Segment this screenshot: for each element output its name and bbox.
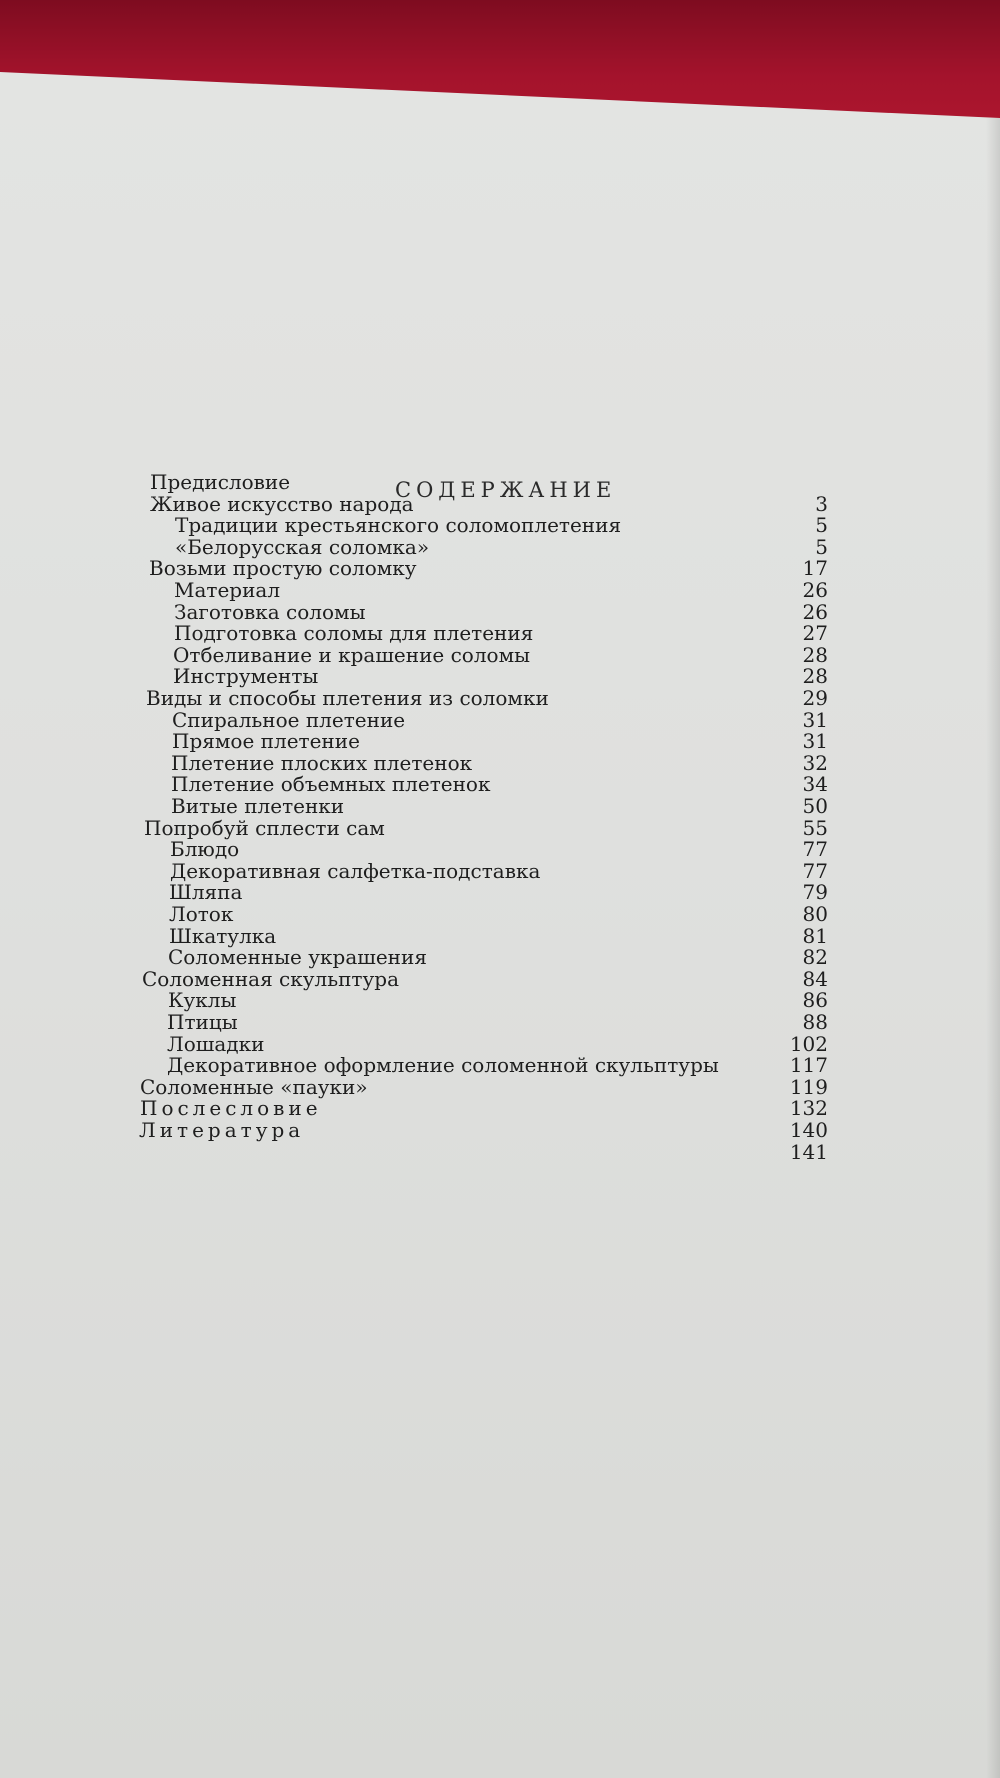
toc-page-number: 82 [802, 945, 828, 970]
toc-row [139, 1118, 828, 1142]
toc-title: Соломенные украшения [168, 945, 427, 970]
toc-title: Послесловие [140, 1096, 322, 1121]
toc-row [168, 945, 828, 969]
toc-title: Виды и способы плетения из соломки [146, 686, 549, 710]
toc-row [170, 859, 828, 883]
toc-page-number: 77 [802, 837, 828, 862]
toc-title: Литература [139, 1118, 305, 1142]
toc-title: Декоративная салфетка-подставка [170, 858, 541, 883]
toc-row [174, 578, 828, 602]
toc-row [171, 794, 828, 818]
toc-title: Птицы [167, 1010, 238, 1034]
toc-row [150, 492, 828, 516]
toc-page-number: 5 [815, 513, 828, 538]
toc-title: Традиции крестьянского соломоплетения [175, 513, 622, 538]
toc-page-number: 31 [802, 707, 828, 732]
toc-page-number: 50 [802, 794, 828, 818]
toc-title: Блюдо [170, 837, 240, 862]
toc-title: «Белорусская соломка» [175, 534, 430, 559]
toc-title: Лоток [169, 902, 234, 926]
toc-page-number: 27 [802, 621, 828, 646]
toc-page-number: 34 [802, 772, 828, 797]
toc-title: Витые плетенки [171, 794, 345, 818]
toc-page-number: 26 [802, 578, 828, 602]
toc-title: Шкатулка [169, 923, 277, 948]
toc-title: Живое искусство народа [150, 491, 414, 516]
toc-page-number: 55 [802, 815, 828, 840]
toc-title: Подготовка соломы для плетения [174, 621, 534, 646]
toc-row [149, 556, 828, 580]
toc-title: Инструменты [173, 664, 319, 689]
toc-row [174, 621, 828, 645]
toc-page-number: 117 [789, 1053, 828, 1078]
toc-page-number: 32 [802, 750, 828, 775]
toc-row [171, 772, 828, 796]
toc-row [142, 967, 828, 991]
toc-title: Материал [174, 578, 281, 602]
toc-row [175, 513, 828, 537]
toc-page-number: 141 [789, 1139, 828, 1164]
toc-page-number: 17 [802, 556, 828, 581]
toc-row [140, 1096, 828, 1120]
toc-row [168, 988, 828, 1012]
toc-page-number: 28 [802, 664, 828, 689]
toc-row [169, 902, 828, 926]
toc-page-number: 28 [802, 642, 828, 667]
toc-page-number: 81 [802, 923, 828, 948]
toc-title: Заготовка соломы [174, 599, 366, 624]
toc-row [169, 880, 828, 904]
toc-row [140, 1075, 828, 1099]
toc-title: Соломенные «пауки» [140, 1074, 368, 1099]
toc-row [146, 686, 828, 710]
toc-row [144, 816, 828, 840]
toc-title: Предисловие [150, 470, 291, 494]
toc-page-number: 140 [789, 1118, 828, 1142]
toc-page-number: 77 [802, 858, 828, 883]
toc-page-number: 5 [815, 534, 828, 559]
toc-title: Отбеливание и крашение соломы [173, 642, 531, 667]
toc-title: Плетение объемных плетенок [171, 772, 491, 797]
toc-row [167, 1053, 828, 1077]
toc-page-number: 132 [789, 1096, 828, 1121]
toc-title: Куклы [168, 988, 237, 1013]
toc-page-number: 102 [789, 1031, 828, 1056]
toc-title: Возьми простую соломку [149, 556, 417, 581]
toc-page-number: 80 [802, 902, 828, 926]
toc-row [139, 1140, 828, 1164]
toc-page-number: 26 [802, 599, 828, 624]
toc-title: Спиральное плетение [172, 707, 406, 732]
toc-title: Плетение плоских плетенок [171, 750, 473, 775]
toc-page-number: 29 [802, 686, 828, 710]
toc-title: Прямое плетение [172, 729, 360, 754]
toc-title: Соломенная скульптура [142, 966, 399, 991]
toc-row [172, 729, 828, 753]
toc-row [174, 600, 828, 624]
toc-row [169, 924, 828, 948]
toc-title: Шляпа [169, 880, 243, 905]
toc-row [175, 535, 828, 559]
toc-row [173, 643, 828, 667]
toc-title: Лошадки [167, 1031, 265, 1056]
toc-row [172, 708, 828, 732]
toc-page-number: 79 [802, 880, 828, 905]
toc-title: Попробуй сплести сам [144, 815, 385, 840]
page-title: СОДЕРЖАНИЕ [395, 478, 617, 502]
toc-row [171, 751, 828, 775]
toc-row [173, 664, 828, 688]
toc-row [150, 470, 828, 494]
toc-row [167, 1032, 828, 1056]
page-edge-shadow [986, 118, 1000, 1778]
toc-page-number: 31 [802, 729, 828, 754]
toc-page-number: 119 [789, 1074, 828, 1099]
toc-title: Декоративное оформление соломенной скульптуры [167, 1053, 719, 1078]
toc-page-number: 88 [802, 1010, 828, 1034]
toc-row [170, 837, 828, 861]
toc-page-number: 86 [802, 988, 828, 1013]
toc-page-number: 3 [815, 491, 828, 516]
toc-row [167, 1010, 828, 1034]
toc-page-number: 84 [802, 966, 828, 991]
